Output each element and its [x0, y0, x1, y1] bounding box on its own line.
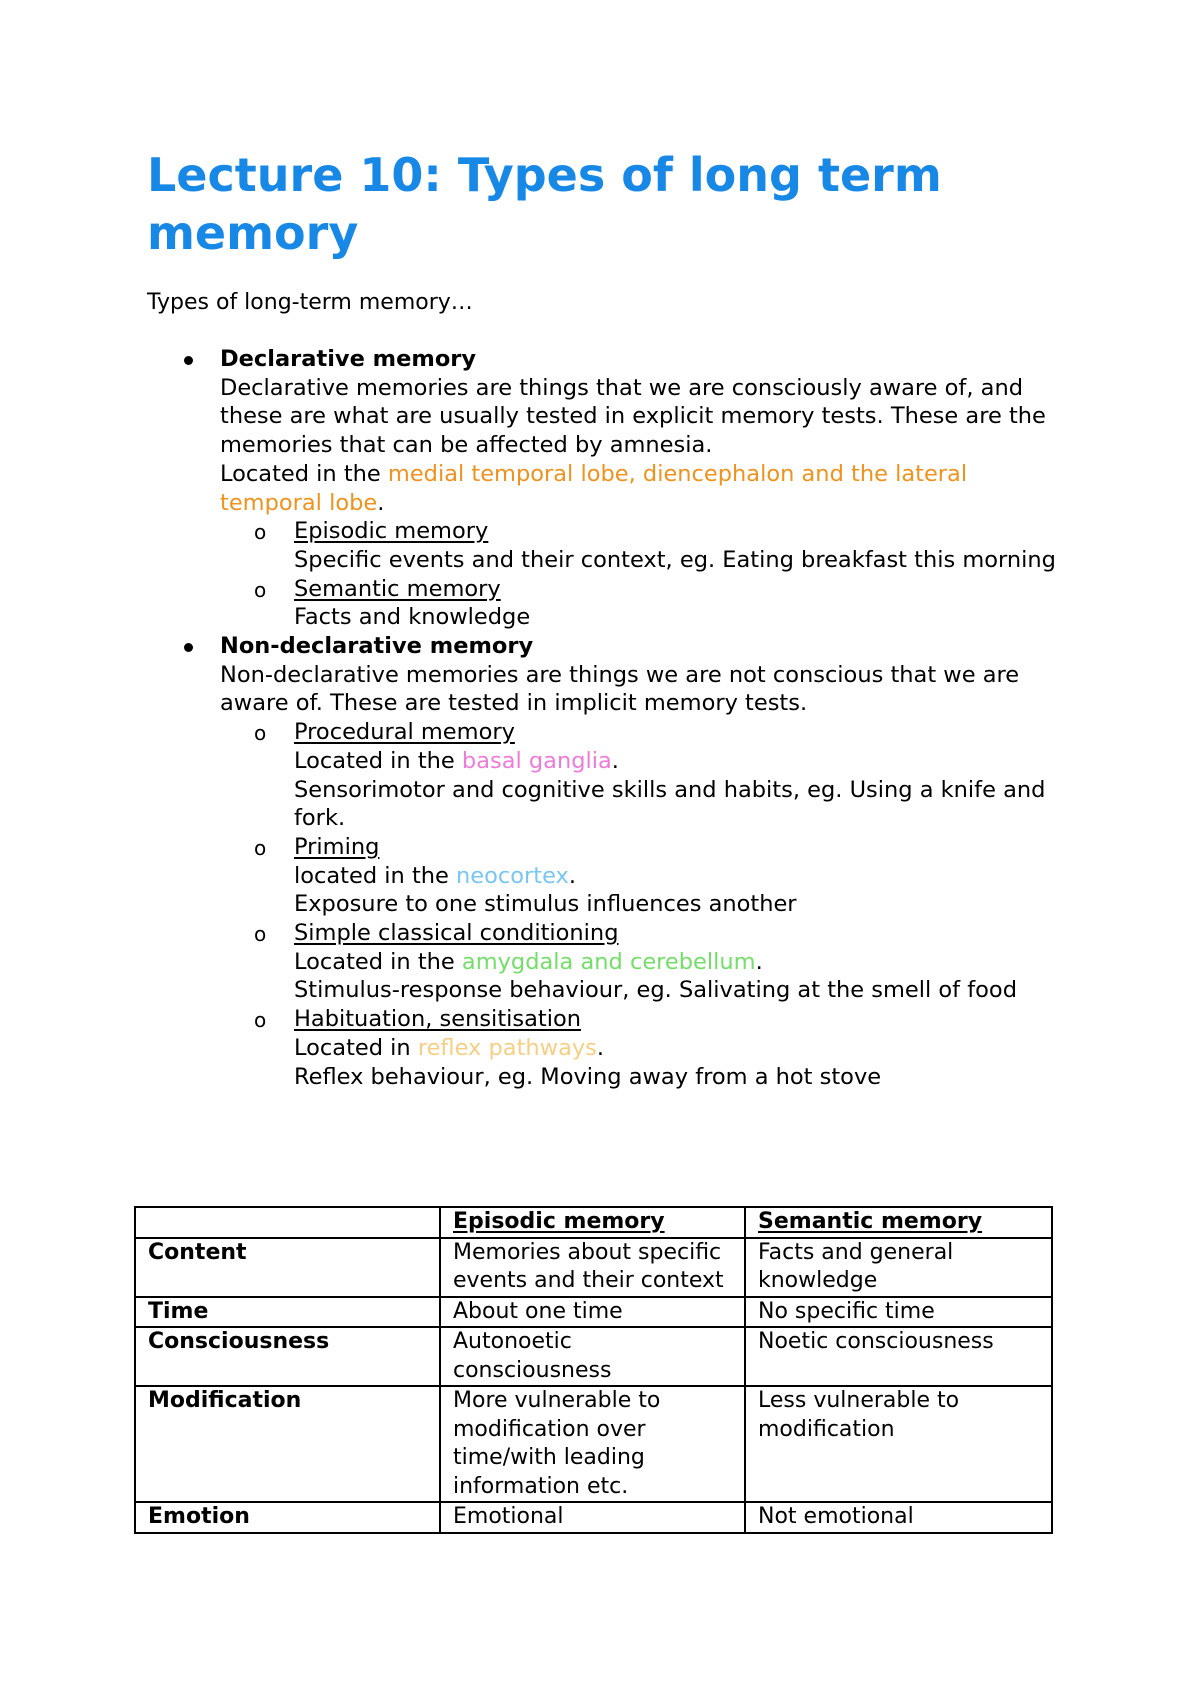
semantic-cell: Noetic consciousness — [745, 1327, 1052, 1386]
row-label: Content — [135, 1238, 440, 1297]
habituation-location-highlight: reflex pathways — [417, 1034, 597, 1061]
priming-location-suffix: . — [568, 862, 577, 889]
procedural-location-highlight: basal ganglia — [461, 747, 612, 774]
declarative-location-prefix: Located in the — [220, 460, 388, 487]
habituation-description: Reflex behaviour, eg. Moving away from a hot stove — [294, 1063, 882, 1090]
procedural-description: Sensorimotor and cognitive skills and habits, eg. Using a knife and fork. — [294, 776, 1046, 832]
semantic-cell: No specific time — [745, 1297, 1052, 1328]
nondeclarative-description: Non-declarative memories are things we are not conscious that we are aware of. These are tested in implicit memory tests. — [220, 661, 1020, 717]
declarative-location-suffix: . — [377, 489, 385, 516]
table-header-empty — [135, 1207, 440, 1238]
list-item-procedural — [147, 718, 1067, 833]
semantic-description: Facts and knowledge — [294, 604, 531, 631]
priming-location-highlight: neocortex — [456, 862, 569, 889]
table-row — [135, 1386, 1052, 1502]
list-item-habituation — [147, 1005, 1067, 1091]
row-label: Consciousness — [135, 1327, 440, 1386]
procedural-location-suffix: . — [611, 747, 619, 774]
episodic-cell: Memories about specific events and their context — [440, 1238, 745, 1297]
episodic-cell: Autonoetic consciousness — [440, 1327, 745, 1386]
procedural-title: Procedural memory — [294, 719, 515, 746]
list-item-declarative — [147, 345, 1067, 517]
declarative-description: Declarative memories are things that we are consciously aware of, and these are what are usually tested in explicit memory tests. These are the memories that can be affected by amnesia. — [220, 374, 1046, 459]
row-label: Modification — [135, 1386, 440, 1502]
habituation-location-suffix: . — [596, 1034, 605, 1061]
conditioning-description: Stimulus-response behaviour, eg. Salivating at the smell of food — [294, 977, 1017, 1004]
habituation-title: Habituation, sensitisation — [294, 1006, 581, 1033]
table-row — [135, 1327, 1052, 1386]
priming-title: Priming — [294, 833, 380, 860]
circle-bullet-icon: o — [254, 721, 267, 746]
list-item-semantic — [147, 575, 1067, 632]
episodic-description: Specific events and their context, eg. Eating breakfast this morning — [294, 546, 1056, 573]
list-item-priming — [147, 833, 1067, 919]
episodic-title: Episodic memory — [294, 518, 489, 545]
circle-bullet-icon: o — [254, 835, 267, 860]
table-row — [135, 1297, 1052, 1328]
semantic-cell: Facts and general knowledge — [745, 1238, 1052, 1297]
priming-description: Exposure to one stimulus influences another — [294, 891, 797, 918]
list-item-nondeclarative — [147, 632, 1067, 718]
page-title: Lecture 10: Types of long term memory — [147, 148, 942, 260]
table-header-semantic: Semantic memory — [745, 1207, 1052, 1238]
list-item-conditioning — [147, 919, 1067, 1005]
circle-bullet-icon: o — [254, 520, 267, 545]
conditioning-title: Simple classical conditioning — [294, 920, 619, 947]
priming-location-prefix: located in the — [294, 862, 457, 889]
table-row — [135, 1238, 1052, 1297]
circle-bullet-icon: o — [254, 922, 267, 947]
row-label: Emotion — [135, 1502, 440, 1533]
table-row — [135, 1502, 1052, 1533]
row-label: Time — [135, 1297, 440, 1328]
memory-outline — [147, 345, 1067, 1091]
declarative-location-highlight: medial temporal lobe, diencephalon and the lateral temporal lobe — [220, 460, 968, 516]
conditioning-location-suffix: . — [755, 948, 763, 975]
episodic-cell: About one time — [440, 1297, 745, 1328]
semantic-title: Semantic memory — [294, 575, 501, 602]
nondeclarative-title: Non-declarative memory — [220, 633, 534, 660]
conditioning-location-prefix: Located in the — [294, 948, 462, 975]
semantic-cell: Not emotional — [745, 1502, 1052, 1533]
table-header-row — [135, 1207, 1052, 1238]
conditioning-location-highlight: amygdala and cerebellum — [461, 948, 756, 975]
bullet-icon — [184, 356, 193, 365]
episodic-cell: More vulnerable to modification over time/with leading information etc. — [440, 1386, 745, 1502]
comparison-table — [134, 1206, 1053, 1534]
circle-bullet-icon: o — [254, 577, 267, 602]
episodic-cell: Emotional — [440, 1502, 745, 1533]
habituation-location-prefix: Located in — [294, 1034, 418, 1061]
intro-text: Types of long-term memory… — [147, 290, 473, 315]
circle-bullet-icon: o — [254, 1008, 267, 1033]
semantic-cell: Less vulnerable to modification — [745, 1386, 1052, 1502]
declarative-title: Declarative memory — [220, 346, 477, 372]
table-header-episodic: Episodic memory — [440, 1207, 745, 1238]
bullet-icon — [184, 643, 193, 652]
list-item-episodic — [147, 517, 1067, 574]
procedural-location-prefix: Located in the — [294, 747, 462, 774]
